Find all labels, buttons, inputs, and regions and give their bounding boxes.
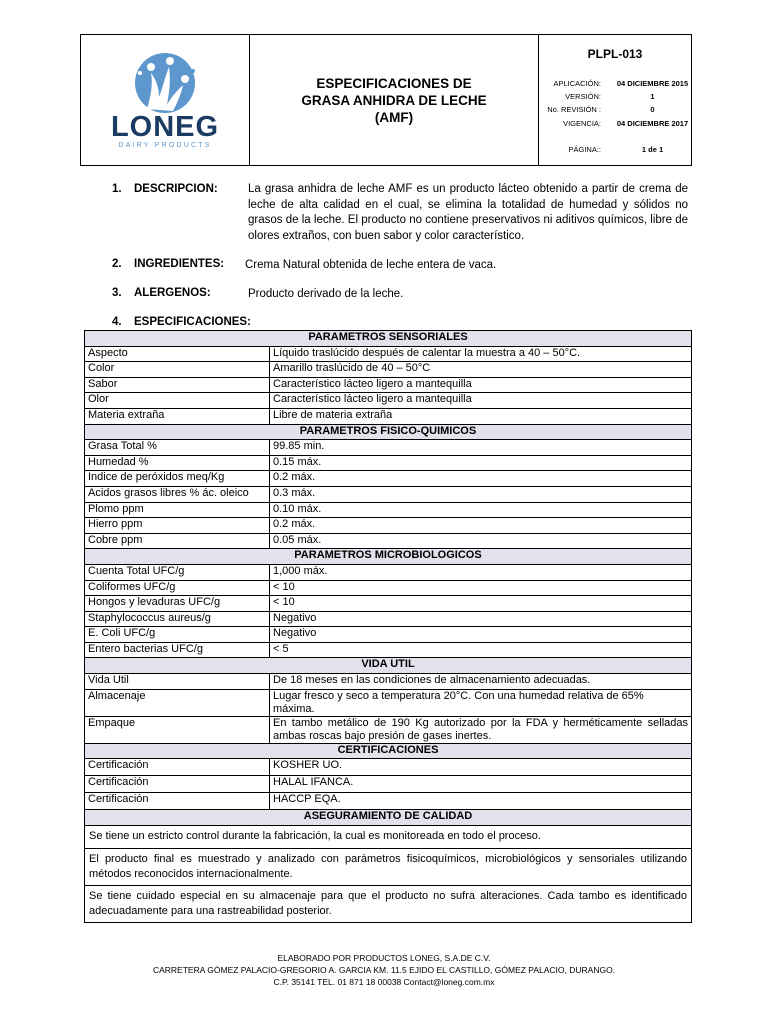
param-value: 1,000 máx. bbox=[270, 564, 692, 580]
footer-line-2: CARRETERA GÓMEZ PALACIO-GREGORIO A. GARCIA KM. 11.5 EJIDO EL CASTILLO, GÓMEZ PALACIO, DURANGO. bbox=[152, 965, 616, 975]
micro-header: PARAMETROS MICROBIOLOGICOS bbox=[85, 549, 692, 565]
param-value: 0.2 máx. bbox=[270, 518, 692, 534]
param-value: Negativo bbox=[270, 611, 692, 627]
param-name: Plomo ppm bbox=[85, 502, 270, 518]
calidad-header: ASEGURAMIENTO DE CALIDAD bbox=[85, 810, 692, 826]
meta-value: 1 de 1 bbox=[641, 145, 664, 154]
logo-text: LONEG bbox=[110, 111, 220, 143]
param-name: Materia extraña bbox=[85, 408, 270, 424]
title-line-1: ESPECIFICACIONES DE bbox=[316, 75, 472, 91]
param-name: Staphylococcus aureus/g bbox=[85, 611, 270, 627]
quality-statement: Se tiene cuidado especial en su almacenaje para que el producto no sufra alteraciones. Cada tambo es identificado adecuadamente para una rastreabilidad posterior. bbox=[85, 885, 692, 922]
table-row bbox=[85, 518, 692, 534]
table-section-header bbox=[85, 658, 692, 674]
param-value: Líquido traslúcido después de calentar la muestra a 40 – 50°C. bbox=[270, 346, 692, 362]
meta-key: No. REVISIÓN : bbox=[547, 105, 601, 114]
param-value: HACCP EQA. bbox=[270, 793, 692, 810]
param-name: Certificación bbox=[85, 759, 270, 776]
section-4-number: 4. bbox=[112, 316, 122, 328]
param-name: Cobre ppm bbox=[85, 533, 270, 549]
param-value: Amarillo traslúcido de 40 – 50°C bbox=[270, 362, 692, 378]
param-name: E. Coli UFC/g bbox=[85, 627, 270, 643]
param-value: Lugar fresco y seco a temperatura 20°C. Con una humedad relativa de 65% máxima. bbox=[270, 689, 692, 716]
table-row bbox=[85, 689, 692, 716]
document-header bbox=[80, 34, 692, 166]
table-row bbox=[85, 776, 692, 793]
fisico-header: PARAMETROS FISICO-QUIMICOS bbox=[85, 424, 692, 440]
sensoriales-header: PARAMETROS SENSORIALES bbox=[85, 331, 692, 347]
table-row bbox=[85, 346, 692, 362]
param-name: Hierro ppm bbox=[85, 518, 270, 534]
vida-util-header: VIDA UTIL bbox=[85, 658, 692, 674]
meta-pagina bbox=[539, 145, 694, 154]
document-meta bbox=[539, 35, 691, 165]
table-row bbox=[85, 377, 692, 393]
loneg-logo-icon bbox=[107, 51, 223, 115]
table-row bbox=[85, 611, 692, 627]
document-footer bbox=[0, 952, 768, 988]
section-4-title: ESPECIFICACIONES: bbox=[134, 316, 251, 328]
param-name: Color bbox=[85, 362, 270, 378]
meta-key: VIGENCIA: bbox=[563, 119, 601, 128]
param-name: Humedad % bbox=[85, 455, 270, 471]
table-section-header bbox=[85, 549, 692, 565]
param-name: Empaque bbox=[85, 716, 270, 743]
footer-line-1: ELABORADO POR PRODUCTOS LONEG, S.A.DE C.V. bbox=[277, 953, 491, 963]
section-1-number: 1. bbox=[112, 183, 122, 195]
table-row bbox=[85, 825, 692, 848]
table-row bbox=[85, 580, 692, 596]
param-name: Olor bbox=[85, 393, 270, 409]
section-2-text: Crema Natural obtenida de leche entera de vaca. bbox=[245, 259, 497, 271]
param-value: 0.2 máx. bbox=[270, 471, 692, 487]
param-name: Acidos grasos libres % ác. oleico bbox=[85, 486, 270, 502]
table-row bbox=[85, 440, 692, 456]
meta-version bbox=[539, 92, 694, 101]
title-line-3: (AMF) bbox=[374, 109, 414, 125]
section-3-text: Producto derivado de la leche. bbox=[248, 288, 404, 300]
param-name: Hongos y levaduras UFC/g bbox=[85, 596, 270, 612]
param-name: Certificación bbox=[85, 793, 270, 810]
table-row bbox=[85, 674, 692, 690]
document-title bbox=[250, 35, 539, 165]
document-code: PLPL-013 bbox=[587, 47, 643, 61]
meta-value: 0 bbox=[650, 105, 655, 114]
meta-revision bbox=[539, 105, 694, 114]
table-row bbox=[85, 502, 692, 518]
table-row bbox=[85, 408, 692, 424]
meta-key: APLICACIÓN: bbox=[553, 79, 601, 88]
param-value: De 18 meses en las condiciones de almacenamiento adecuadas. bbox=[270, 674, 692, 690]
table-row bbox=[85, 642, 692, 658]
param-value: 0.15 máx. bbox=[270, 455, 692, 471]
param-value: < 5 bbox=[270, 642, 692, 658]
table-row bbox=[85, 627, 692, 643]
logo-subtitle: DAIRY PRODUCTS bbox=[118, 142, 212, 149]
param-name: Entero bacterias UFC/g bbox=[85, 642, 270, 658]
meta-value: 04 DICIEMBRE 2017 bbox=[616, 119, 689, 128]
param-name: Cuenta Total UFC/g bbox=[85, 564, 270, 580]
quality-statement: El producto final es muestrado y analizado con parámetros fisicoquímicos, microbiológicos y sensoriales utilizando métodos reconocidos internacionalmente. bbox=[85, 848, 692, 885]
param-value: Negativo bbox=[270, 627, 692, 643]
param-value: 0.10 máx. bbox=[270, 502, 692, 518]
param-value: HALAL IFANCA. bbox=[270, 776, 692, 793]
meta-vigencia bbox=[539, 119, 694, 128]
table-row bbox=[85, 885, 692, 922]
section-3-title: ALERGENOS: bbox=[134, 287, 211, 299]
table-row bbox=[85, 486, 692, 502]
param-value: < 10 bbox=[270, 596, 692, 612]
certificaciones-header: CERTIFICACIONES bbox=[85, 743, 692, 759]
section-1-text: La grasa anhidra de leche AMF es un producto lácteo obtenido a partir de crema de leche de alta calidad en el cual, se elimina la totalidad de humedad y sólidos no grasos de la leche. El producto no contiene preservativos ni aditivos químicos, libre de olores extraños, con buen sabor y color característico. bbox=[248, 183, 688, 242]
section-1-title: DESCRIPCION: bbox=[134, 183, 218, 195]
table-section-header bbox=[85, 424, 692, 440]
title-line-2: GRASA ANHIDRA DE LECHE bbox=[301, 92, 487, 108]
param-value: KOSHER UO. bbox=[270, 759, 692, 776]
section-2-number: 2. bbox=[112, 258, 122, 270]
param-name: Aspecto bbox=[85, 346, 270, 362]
param-value: 99.85 min. bbox=[270, 440, 692, 456]
param-value: Característico lácteo ligero a mantequilla bbox=[270, 377, 692, 393]
param-value: En tambo metálico de 190 Kg autorizado por la FDA y herméticamente selladas ambas roscas bajo presión de gases inertes. bbox=[270, 716, 692, 743]
section-3-number: 3. bbox=[112, 287, 122, 299]
table-row bbox=[85, 533, 692, 549]
table-row bbox=[85, 455, 692, 471]
table-row bbox=[85, 393, 692, 409]
meta-aplicacion bbox=[539, 79, 694, 88]
param-value: Característico lácteo ligero a mantequilla bbox=[270, 393, 692, 409]
logo-cell bbox=[81, 35, 250, 165]
table-row bbox=[85, 564, 692, 580]
table-row bbox=[85, 596, 692, 612]
meta-value: 1 bbox=[650, 92, 655, 101]
table-section-header bbox=[85, 331, 692, 347]
param-name: Certificación bbox=[85, 776, 270, 793]
meta-value: 04 DICIEMBRE 2015 bbox=[616, 79, 689, 88]
param-name: Grasa Total % bbox=[85, 440, 270, 456]
param-value: Libre de materia extraña bbox=[270, 408, 692, 424]
table-section-header bbox=[85, 743, 692, 759]
section-2-title: INGREDIENTES: bbox=[134, 258, 225, 270]
table-row bbox=[85, 716, 692, 743]
meta-key: PÁGINA:: bbox=[568, 145, 601, 154]
param-name: Vida Util bbox=[85, 674, 270, 690]
param-name: Almacenaje bbox=[85, 689, 270, 716]
param-name: Sabor bbox=[85, 377, 270, 393]
table-section-header bbox=[85, 810, 692, 826]
param-name: Indice de peróxidos meq/Kg bbox=[85, 471, 270, 487]
table-row bbox=[85, 759, 692, 776]
table-row bbox=[85, 793, 692, 810]
param-value: 0.3 máx. bbox=[270, 486, 692, 502]
specifications-table bbox=[84, 330, 692, 923]
param-name: Coliformes UFC/g bbox=[85, 580, 270, 596]
table-row bbox=[85, 848, 692, 885]
param-value: < 10 bbox=[270, 580, 692, 596]
table-row bbox=[85, 471, 692, 487]
footer-line-3: C.P. 35141 TEL. 01 871 18 00038 Contact@loneg.com.mx bbox=[273, 977, 495, 987]
meta-key: VERSIÓN: bbox=[565, 92, 601, 101]
quality-statement: Se tiene un estricto control durante la fabricación, la cual es monitoreada en todo el proceso. bbox=[85, 825, 692, 848]
table-row bbox=[85, 362, 692, 378]
param-value: 0.05 máx. bbox=[270, 533, 692, 549]
